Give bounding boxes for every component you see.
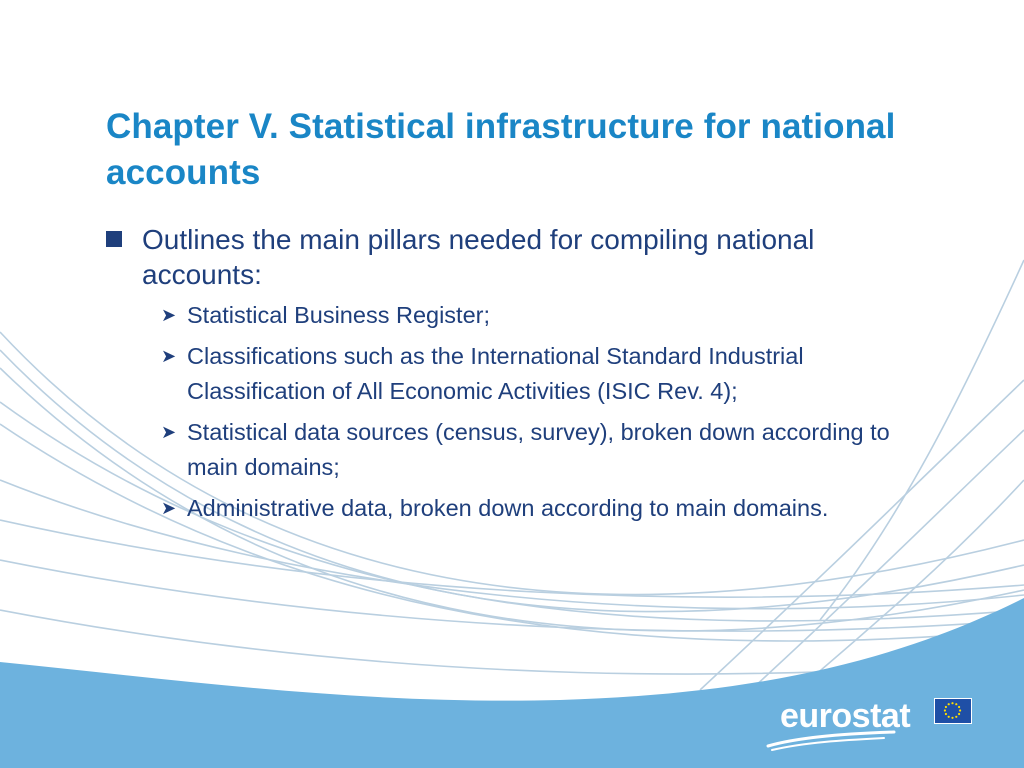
square-bullet-icon	[106, 231, 122, 247]
logo-text: eurostat	[780, 697, 911, 735]
sub-bullet-text: Statistical Business Register;	[187, 302, 491, 328]
arrow-bullet-icon: ➤	[161, 498, 177, 518]
arrow-bullet-icon: ➤	[161, 346, 177, 366]
sub-bullet-item	[106, 491, 906, 526]
sub-bullet-list	[106, 298, 906, 526]
sub-bullet-item	[106, 339, 906, 409]
bullet-text: Outlines the main pillars needed for compiling national accounts:	[142, 224, 815, 290]
logo-swoosh-icon	[766, 730, 896, 752]
sub-bullet-text: Classifications such as the International Standard Industrial Classification of All Economic Activities (ISIC Rev. 4);	[187, 343, 804, 404]
arrow-bullet-icon: ➤	[161, 422, 177, 442]
slide-content	[106, 222, 906, 526]
eu-flag-icon	[934, 698, 972, 724]
sub-bullet-text: Statistical data sources (census, survey), broken down according to main domains;	[187, 419, 890, 480]
eurostat-logo	[766, 690, 982, 754]
arrow-bullet-icon: ➤	[161, 305, 177, 325]
page-title: Chapter V. Statistical infrastructure for national accounts	[106, 107, 896, 192]
sub-bullet-item	[106, 298, 906, 333]
sub-bullet-item	[106, 415, 906, 485]
bullet-item	[106, 222, 906, 292]
sub-bullet-text: Administrative data, broken down according to main domains.	[187, 495, 829, 521]
